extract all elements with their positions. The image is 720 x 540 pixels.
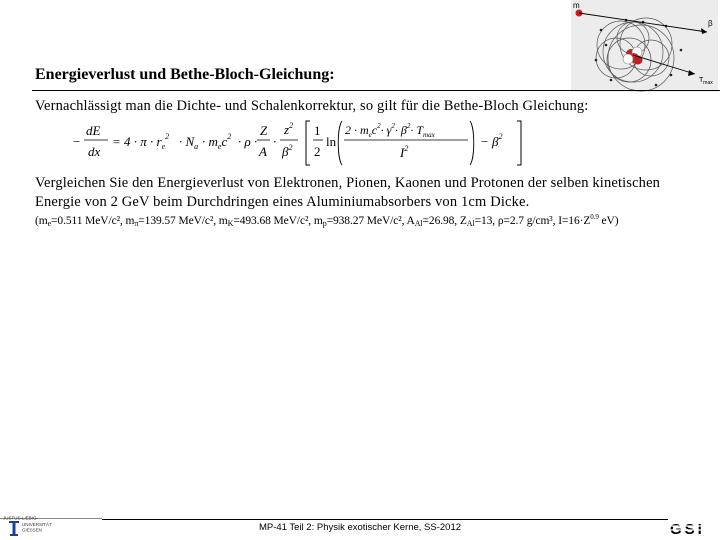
figure-label-tmax: $T_{max}$ xyxy=(699,77,713,86)
formula-me-c2: · $m_ec^2$ xyxy=(202,132,232,151)
bethe-bloch-formula xyxy=(70,118,530,168)
title-divider xyxy=(32,90,720,91)
footer-divider xyxy=(102,519,668,520)
formula-beta2: $\beta^2$ xyxy=(282,143,293,159)
formula-I2: $I^2$ xyxy=(400,144,409,160)
svg-text:JUSTUS-LIEBIG-: JUSTUS-LIEBIG- xyxy=(3,515,39,521)
formula-numerator: $2 \cdot m_ec^2\cdot \gamma^2\cdot \beta^2\cdot T_{max}$ xyxy=(345,122,435,139)
figure-label-beta: β xyxy=(708,19,713,28)
formula-dot: · xyxy=(273,134,277,149)
formula-one: 1 xyxy=(314,123,321,138)
formula-Z: Z xyxy=(260,123,268,138)
formula-na: · $N_a$ xyxy=(179,134,199,151)
formula-minus: − xyxy=(72,134,81,149)
formula-two: 2 xyxy=(314,144,321,159)
formula-z2: $z^2$ xyxy=(284,121,294,137)
svg-text:GSI: GSI xyxy=(670,521,705,536)
svg-text:GIESSEN: GIESSEN xyxy=(22,527,43,533)
constants-line: ($m_e=0.511$ MeV/c², $m_\pi=139.57$ MeV/c², $m_K=493.68$ MeV/c², $m_p=938.27$ MeV/c², $A_{Al}=26.98$, $Z_{Al}=13$, ρ=2.7 g/cm³, $I=16\cdot Z^{0.9}$ eV) xyxy=(35,213,619,228)
slide-title: Energieverlust und Bethe-Bloch-Gleichung: xyxy=(35,66,335,83)
footer-text: MP-41 Teil 2: Physik exotischer Kerne, SS-2012 xyxy=(258,522,462,533)
task-text-line-1: Vergleichen Sie den Energieverlust von Elektronen, Pionen, Kaonen und Protonen der selben kinetischen xyxy=(35,175,661,191)
formula-4pi-re: = $4 \cdot \pi \cdot r_e^2$ xyxy=(112,132,170,151)
formula-A: A xyxy=(259,144,267,159)
intro-text: Vernachlässigt man die Dichte- und Schalenkorrektur, so gilt für die Bethe-Bloch Gleichung: xyxy=(35,98,589,114)
gsi-logo xyxy=(668,520,718,536)
figure-label-m: m xyxy=(573,1,580,10)
svg-text:UNIVERSITÄT: UNIVERSITÄT xyxy=(22,522,52,527)
formula-ln: ln xyxy=(326,134,337,149)
formula-minus-beta2: − $\beta^2$ xyxy=(480,132,503,149)
formula-dx: dx xyxy=(88,144,101,159)
formula-dE: dE xyxy=(86,123,101,138)
atom-illustration xyxy=(571,0,718,92)
task-text-line-2: Energie von 2 GeV beim Durchdringen eines Aluminiumabsorbers von 1cm Dicke. xyxy=(35,194,530,210)
formula-rho: · ρ · xyxy=(238,134,258,149)
